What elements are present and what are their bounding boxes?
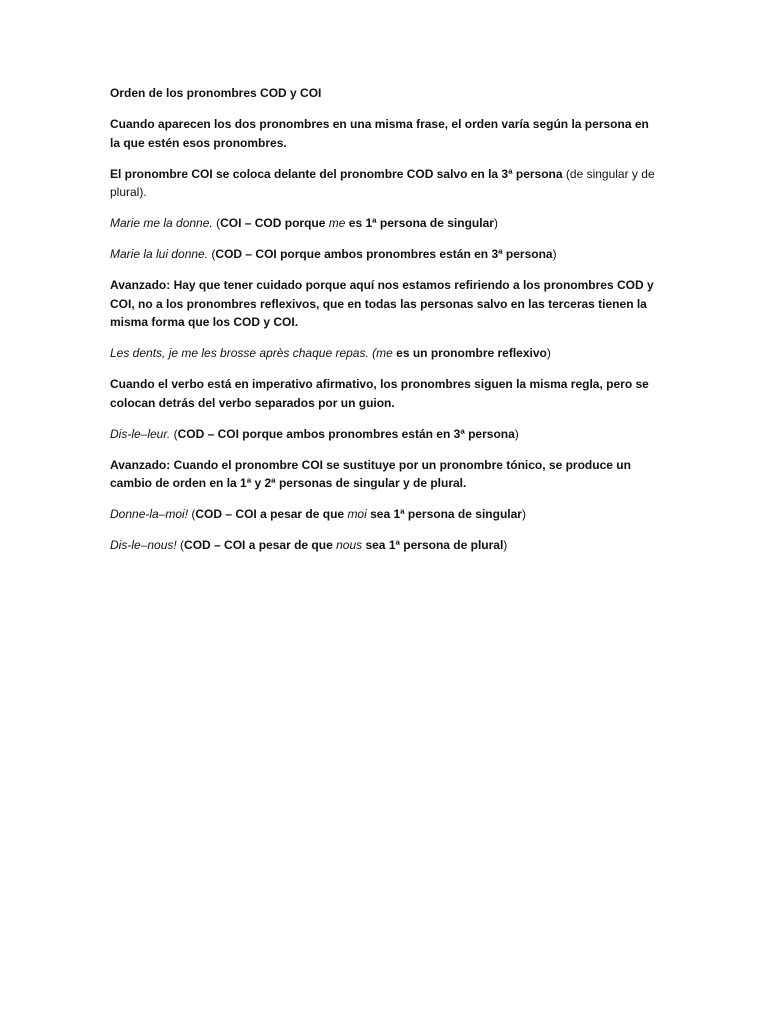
paren-close: ) [521, 507, 526, 521]
document-title: Orden de los pronombres COD y COI [110, 86, 322, 100]
example-4-sentence: Dis-le–leur. [110, 426, 171, 441]
example-1-sentence: Marie me la donne. [110, 216, 213, 230]
example-6-explanation-b: sea 1ª persona de plural [362, 538, 504, 552]
paren-close: ) [514, 426, 519, 441]
example-5-explanation-b: sea 1ª persona de singular [366, 507, 522, 521]
paren-close: ) [552, 247, 557, 261]
advanced-note-2: Avanzado: Cuando el pronombre COI se sustituye por un pronombre tónico, se produce un cambio de orden en la 1ª y 2ª personas de singular y de plural. [110, 457, 631, 490]
example-6 [110, 536, 660, 555]
paren-close: ) [503, 538, 508, 552]
example-6-sentence: Dis-le–nous! [110, 538, 177, 552]
paren-close: ) [546, 346, 551, 360]
example-4 [110, 425, 660, 444]
imperative-paragraph: Cuando el verbo está en imperativo afirmativo, los pronombres siguen la misma regla, pero se colocan detrás del verbo separados por un guion. [110, 377, 649, 410]
paren-close: ) [493, 216, 498, 230]
paren-open: ( [212, 216, 221, 230]
example-1 [110, 214, 660, 233]
example-3-sentence: Les dents, je me les brosse après chaque repas. (me [110, 346, 393, 360]
example-1-explanation-b: es 1ª persona de singular [345, 216, 494, 230]
advanced-note-1: Avanzado: Hay que tener cuidado porque aquí nos estamos refiriendo a los pronombres COD y COI, no a los pronombres reflexivos, que en todas las personas salvo en las terceras tienen la misma forma que los COD y COI. [110, 278, 654, 329]
example-1-explanation-a: COI – COD porque [220, 216, 329, 230]
example-3 [110, 344, 660, 363]
example-3-explanation: es un pronombre reflexivo [392, 346, 547, 360]
rule-bold-text: El pronombre COI se coloca delante del pronombre COD salvo en la 3ª persona [110, 166, 563, 181]
example-6-explanation-a: COD – COI a pesar de que [184, 538, 337, 552]
example-2-sentence: Marie la lui donne. [110, 247, 209, 261]
example-4-explanation: COD – COI porque ambos pronombres están en 3ª persona [177, 426, 515, 441]
rule-normal-text: (de singular y de plural). [110, 166, 655, 199]
paren-open: ( [170, 426, 178, 441]
example-5 [110, 505, 660, 524]
intro-paragraph: Cuando aparecen los dos pronombres en una misma frase, el orden varía según la persona en la que estén esos pronombres. [110, 117, 649, 150]
document-page [110, 84, 660, 567]
paren-open: ( [176, 538, 185, 552]
paren-open: ( [188, 507, 196, 521]
example-5-explanation-a: COD – COI a pesar de que [195, 507, 348, 521]
example-5-pronoun: moi [347, 507, 367, 521]
example-5-sentence: Donne-la–moi! [110, 507, 189, 521]
example-2 [110, 245, 660, 264]
rule-paragraph [110, 165, 660, 202]
example-1-pronoun: me [328, 216, 346, 230]
example-6-pronoun: nous [336, 538, 363, 552]
example-2-explanation: COD – COI porque ambos pronombres están en 3ª persona [215, 247, 553, 261]
paren-open: ( [208, 247, 216, 261]
